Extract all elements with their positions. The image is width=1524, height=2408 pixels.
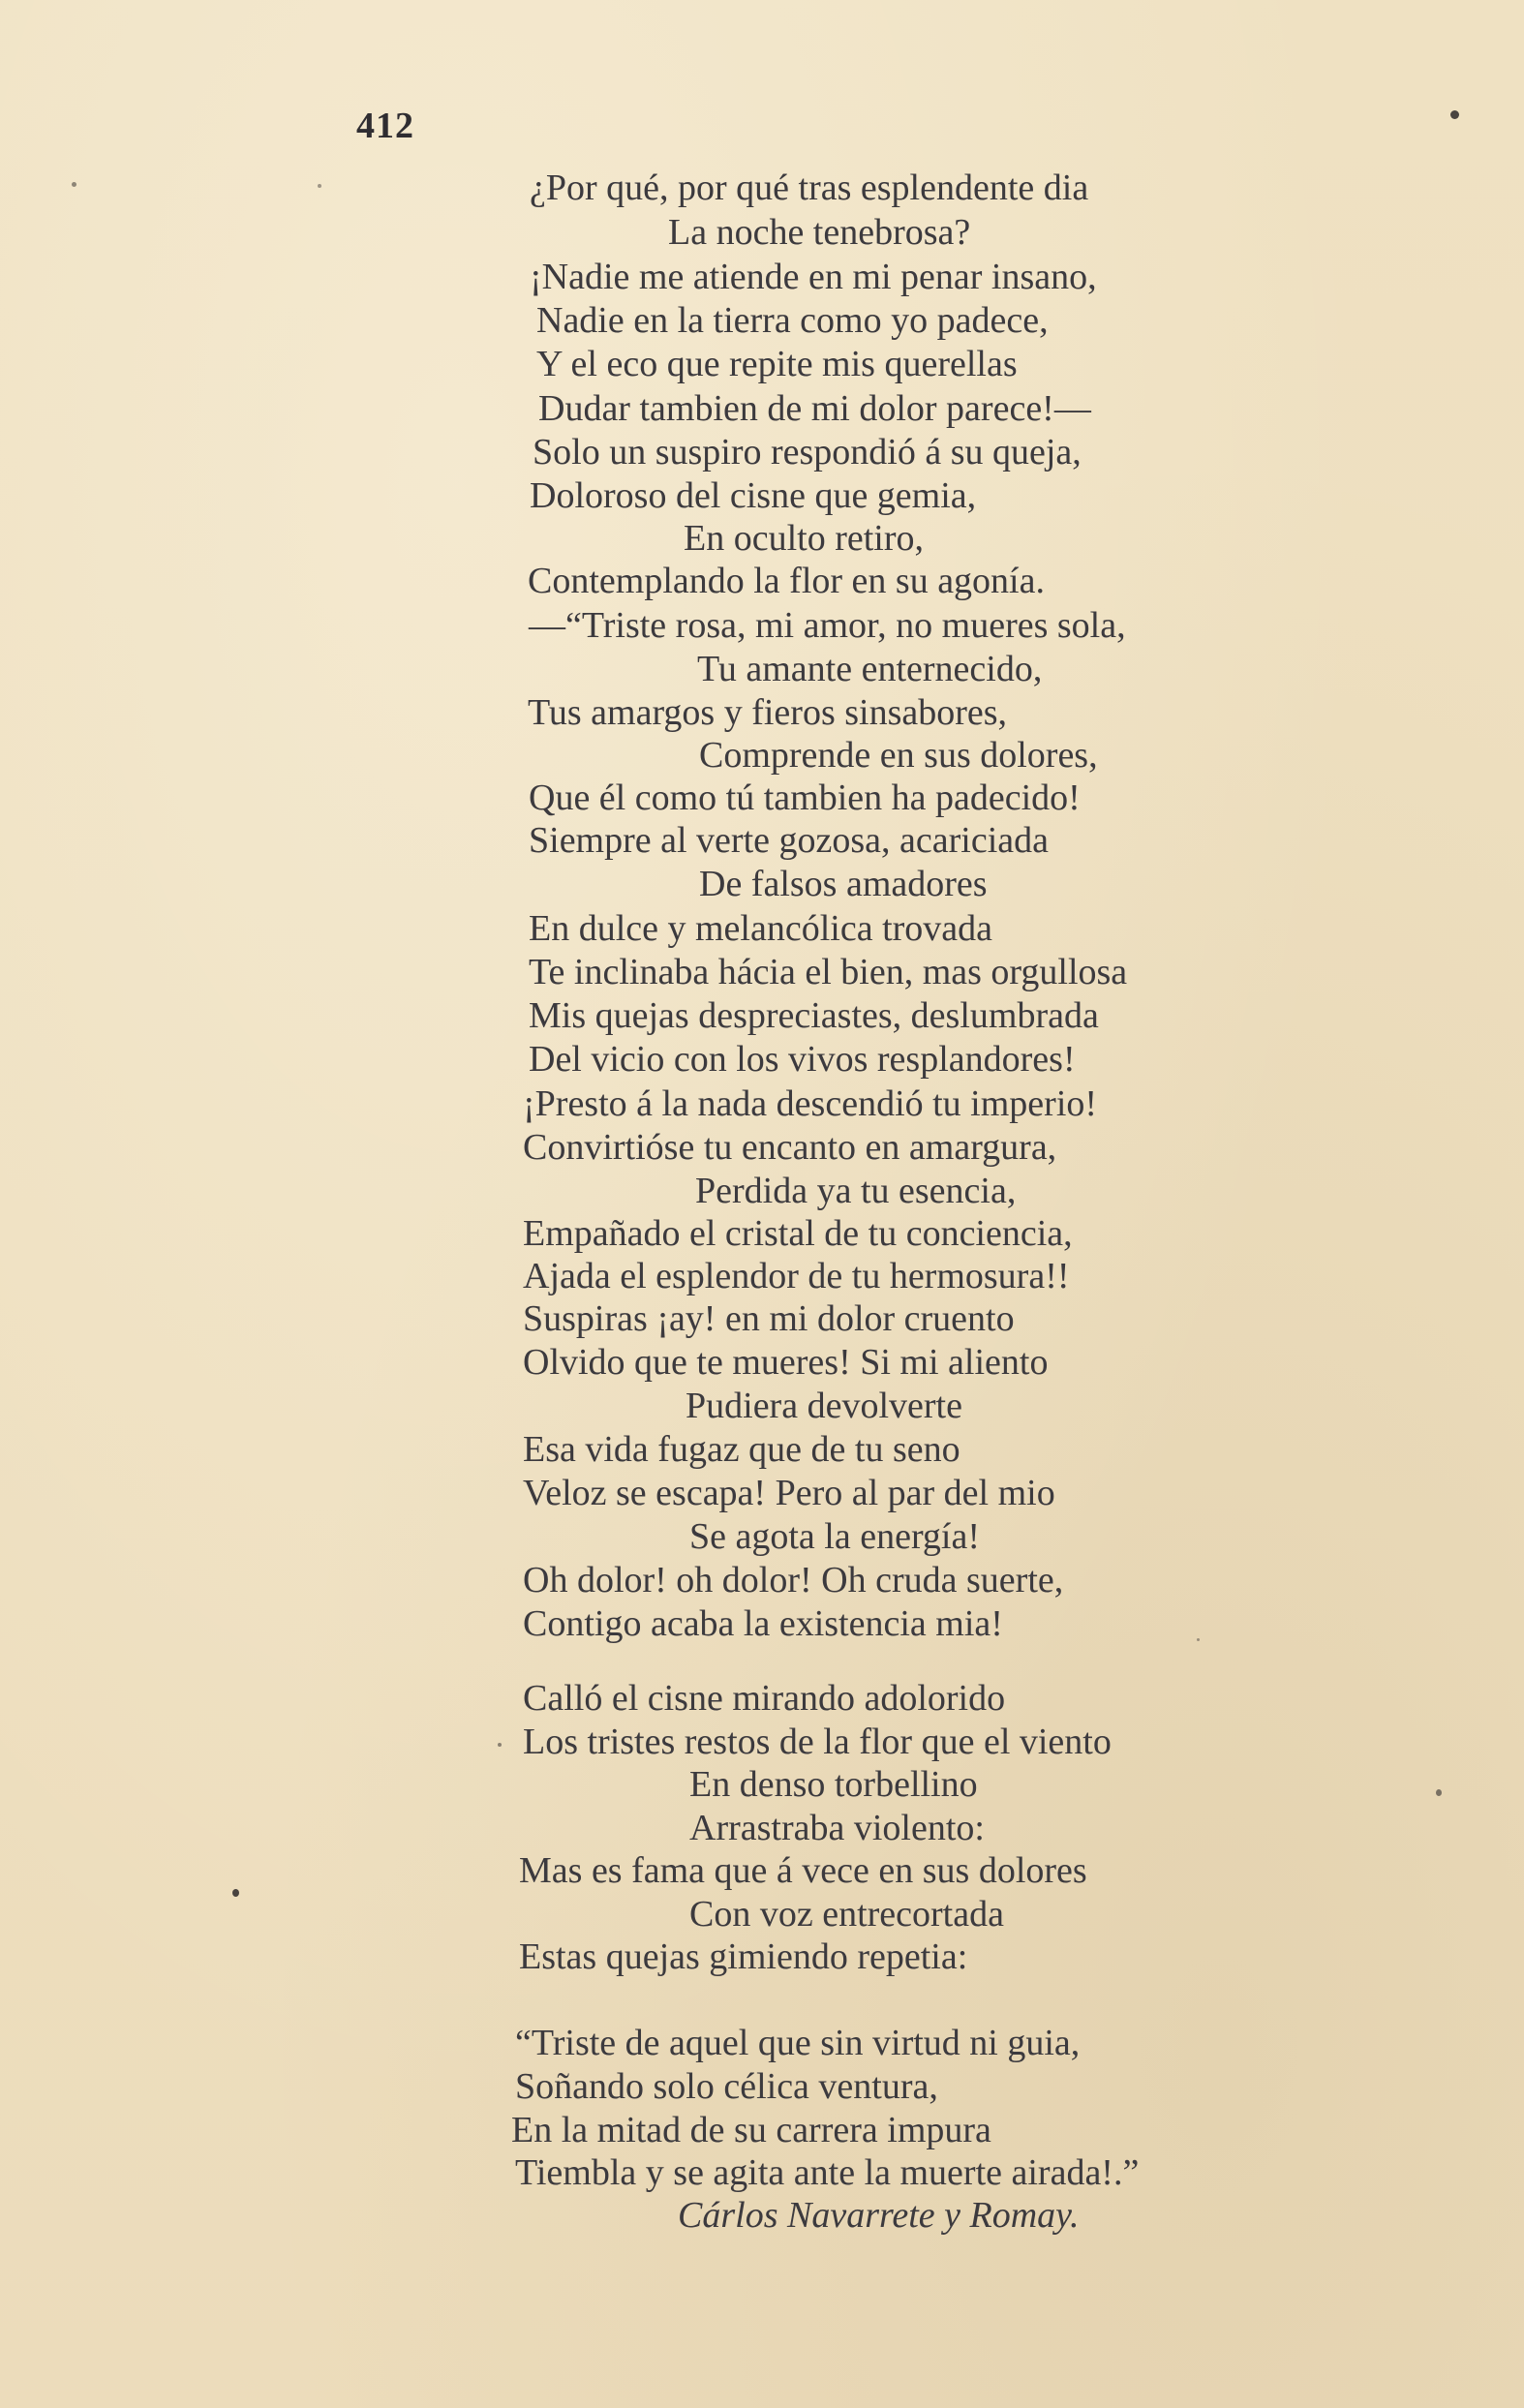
- poem-line: Tus amargos y fieros sinsabores,: [528, 692, 1008, 733]
- poem-line: Pudiera devolverte: [686, 1386, 962, 1426]
- poem-line: Dudar tambien de mi dolor parece!—: [538, 388, 1091, 429]
- poem-line: Contemplando la flor en su agonía.: [528, 561, 1045, 601]
- paper-speck: [1450, 110, 1459, 119]
- poem-line: ¡Presto á la nada descendió tu imperio!: [523, 1083, 1098, 1124]
- poem-line: La noche tenebrosa?: [668, 212, 971, 253]
- poem-line: Convirtióse tu encanto en amargura,: [523, 1127, 1057, 1168]
- signature: Cárlos Navarrete y Romay.: [678, 2195, 1080, 2236]
- poem-line: Soñando solo célica ventura,: [515, 2066, 938, 2107]
- poem-line: Siempre al verte gozosa, acariciada: [529, 820, 1049, 861]
- page-number: 412: [356, 106, 414, 146]
- poem-line: En oculto retiro,: [684, 518, 924, 559]
- paper-speck: [72, 182, 76, 187]
- poem-line: “Triste de aquel que sin virtud ni guia,: [515, 2023, 1081, 2063]
- paper-speck: [232, 1889, 239, 1897]
- poem-line: Con voz entrecortada: [689, 1894, 1004, 1935]
- poem-line: En denso torbellino: [689, 1764, 978, 1805]
- poem-line: Estas quejas gimiendo repetia:: [519, 1936, 968, 1977]
- paper-speck: [318, 184, 321, 188]
- poem-line: Doloroso del cisne que gemia,: [530, 475, 977, 516]
- poem-line: Te inclinaba hácia el bien, mas orgullosa: [529, 952, 1128, 992]
- poem-line: Esa vida fugaz que de tu seno: [523, 1429, 960, 1470]
- poem-line: Que él como tú tambien ha padecido!: [529, 777, 1081, 818]
- poem-line: Tiembla y se agita ante la muerte airada!.”: [515, 2152, 1140, 2193]
- poem-line: ¡Nadie me atiende en mi penar insano,: [530, 257, 1097, 297]
- poem-line: Veloz se escapa! Pero al par del mio: [523, 1473, 1055, 1513]
- poem-line: En dulce y melancólica trovada: [529, 908, 993, 949]
- poem-line: Y el eco que repite mis querellas: [536, 344, 1018, 384]
- poem-line: Los tristes restos de la flor que el viento: [523, 1722, 1112, 1762]
- poem-line: De falsos amadores: [699, 864, 988, 904]
- paper-speck: [1436, 1789, 1442, 1796]
- poem-line: —“Triste rosa, mi amor, no mueres sola,: [529, 605, 1126, 646]
- poem-line: Del vicio con los vivos resplandores!: [529, 1039, 1076, 1080]
- poem-line: Mas es fama que á vece en sus dolores: [519, 1850, 1087, 1891]
- poem-line: En la mitad de su carrera impura: [511, 2110, 991, 2150]
- poem-line: Contigo acaba la existencia mia!: [523, 1603, 1003, 1644]
- paper-speck: [498, 1743, 502, 1747]
- poem-line: Mis quejas despreciastes, deslumbrada: [529, 995, 1099, 1036]
- poem-line: Calló el cisne mirando adolorido: [523, 1678, 1006, 1719]
- poem-line: Perdida ya tu esencia,: [695, 1171, 1017, 1211]
- poem-line: ¿Por qué, por qué tras esplendente dia: [530, 168, 1089, 208]
- poem-line: Oh dolor! oh dolor! Oh cruda suerte,: [523, 1560, 1064, 1600]
- poem-line: Solo un suspiro respondió á su queja,: [533, 432, 1082, 472]
- poem-line: Tu amante enternecido,: [697, 649, 1043, 689]
- poem-line: Comprende en sus dolores,: [699, 735, 1098, 776]
- paper-speck: [1197, 1638, 1200, 1641]
- poem-line: Suspiras ¡ay! en mi dolor cruento: [523, 1298, 1015, 1339]
- poem-line: Olvido que te mueres! Si mi aliento: [523, 1342, 1049, 1383]
- poem-line: Arrastraba violento:: [689, 1808, 985, 1848]
- poem-line: Nadie en la tierra como yo padece,: [536, 300, 1049, 341]
- poem-line: Se agota la energía!: [689, 1516, 980, 1557]
- poem-line: Empañado el cristal de tu conciencia,: [523, 1213, 1073, 1254]
- poem-line: Ajada el esplendor de tu hermosura!!: [523, 1256, 1070, 1296]
